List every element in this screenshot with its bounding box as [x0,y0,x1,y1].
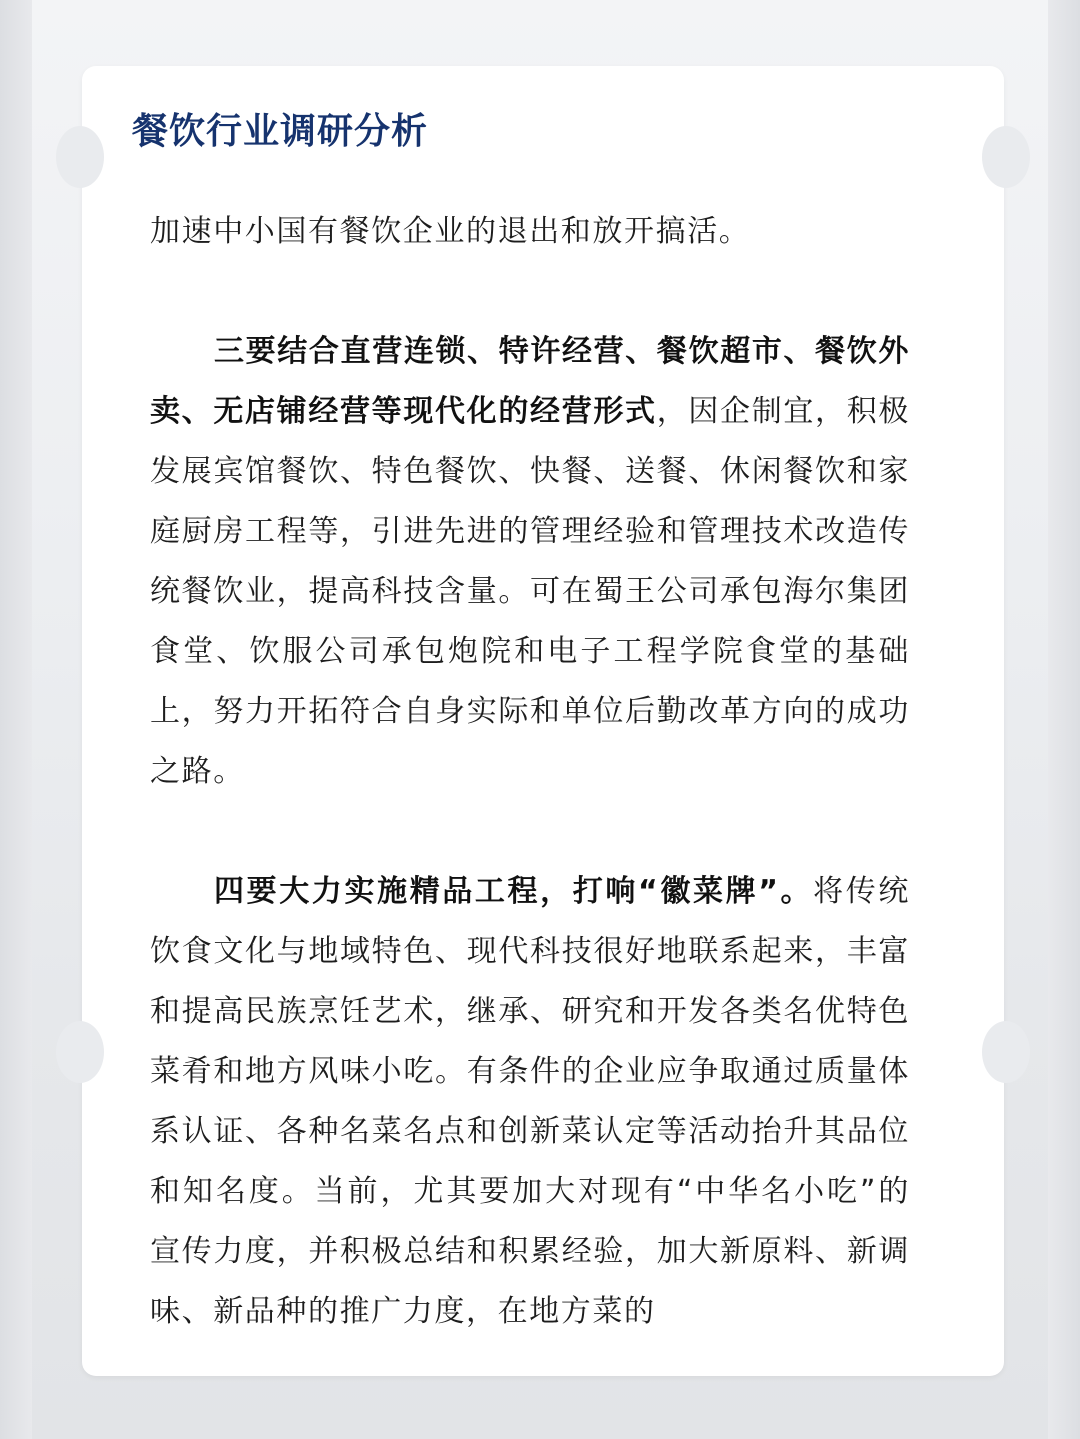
paragraph-3-rest: 将传统饮食文化与地域特色、现代科技很好地联系起来，丰富和提高民族烹饪艺术，继承、研究和开发各类名优特色菜肴和地方风味小吃。有条件的企业应争取通过质量体系认证、各种名菜名点和创新菜认定等活动抬升其品位和知名度。当前，尤其要加大对现有“中华名小吃”的宣传力度，并积极总结和积累经验，加大新原料、新调味、新品种的推广力度，在地方菜的 [150,874,910,1329]
background-right-strip [1048,0,1080,1439]
page-title: 餐饮行业调研分析 [132,111,429,152]
paragraph-2-lead: 三要结合直营连锁、特许经营、餐饮超市、餐饮外卖、无店铺经营等现代化的经营形式 [150,334,910,429]
ticket-notch [56,126,104,188]
paragraph-3-lead: 四要大力实施精品工程，打响“徽菜牌”。 [214,874,814,909]
paragraph-2 [150,322,910,802]
document-card [82,66,1004,1376]
background-left-strip [0,0,32,1439]
article-body [150,202,910,1342]
paragraph-3 [150,862,910,1342]
paragraph-spacer [150,802,910,862]
paragraph-spacer [150,262,910,322]
ticket-notch [982,126,1030,188]
paragraph-1: 加速中小国有餐饮企业的退出和放开搞活。 [150,214,751,249]
ticket-notch [56,1021,104,1083]
ticket-notch [982,1021,1030,1083]
paragraph-2-rest: ，因企制宜，积极发展宾馆餐饮、特色餐饮、快餐、送餐、休闲餐饮和家庭厨房工程等，引进先进的管理经验和管理技术改造传统餐饮业，提高科技含量。可在蜀王公司承包海尔集团食堂、饮服公司承包炮院和电子工程学院食堂的基础上，努力开拓符合自身实际和单位后勤改革方向的成功之路。 [150,394,910,789]
